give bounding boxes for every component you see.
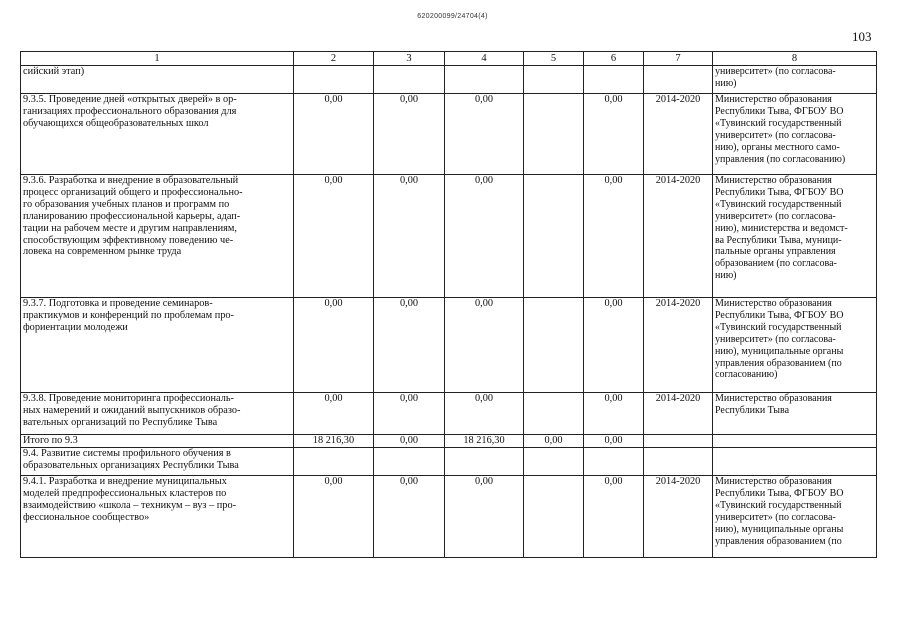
value-cell: 0,00 (374, 435, 445, 448)
value-cell (644, 448, 713, 476)
value-cell: 2014-2020 (644, 94, 713, 175)
column-number-6: 6 (584, 52, 644, 66)
value-cell (524, 393, 584, 435)
column-number-8: 8 (713, 52, 877, 66)
value-cell: 0,00 (374, 94, 445, 175)
value-cell (294, 66, 374, 94)
value-cell: 0,00 (294, 298, 374, 393)
executor-cell (713, 435, 877, 448)
value-cell: 18 216,30 (294, 435, 374, 448)
program-measures-table (20, 51, 877, 558)
value-cell (524, 448, 584, 476)
table-row (21, 476, 877, 558)
value-cell (524, 175, 584, 298)
table-row (21, 435, 877, 448)
executor-cell: Министерство образования Республики Тыва, ФГБОУ ВО «Тувинский государственный университет» (по согласова- нию), органы местного само- управления (по согласованию) (713, 94, 877, 175)
column-number-5: 5 (524, 52, 584, 66)
value-cell: 0,00 (294, 94, 374, 175)
measure-name-cell: 9.3.5. Проведение дней «открытых дверей» в ор- ганизациях профессионального образования для обучающихся общеобразовательных школ (21, 94, 294, 175)
executor-cell (713, 448, 877, 476)
value-cell (374, 66, 445, 94)
page-number: 103 (852, 29, 872, 44)
value-cell: 0,00 (374, 393, 445, 435)
value-cell: 0,00 (524, 435, 584, 448)
table-row (21, 175, 877, 298)
value-cell (445, 66, 524, 94)
value-cell: 0,00 (445, 476, 524, 558)
value-cell: 0,00 (584, 298, 644, 393)
column-number-4: 4 (445, 52, 524, 66)
table-row (21, 298, 877, 393)
value-cell (524, 298, 584, 393)
measure-name-cell: 9.4.1. Разработка и внедрение муниципальных моделей предпрофессиональных кластеров по взаимодействию «школа – техникум – вуз – про- фессиональное сообщество» (21, 476, 294, 558)
executor-cell: Министерство образования Республики Тыва, ФГБОУ ВО «Тувинский государственный университет» (по согласова- нию), муниципальные органы управления образованием (по согласованию) (713, 298, 877, 393)
value-cell: 0,00 (445, 393, 524, 435)
value-cell: 2014-2020 (644, 476, 713, 558)
measure-name-cell: 9.3.6. Разработка и внедрение в образовательный процесс организаций общего и профессионально- го образования учебных планов и программ по планированию профессиональной карьеры, адап- тации на рабочем месте и другим направлениям, способствующим эффективному поведению че- ловека на современном рынке труда (21, 175, 294, 298)
measure-name-cell: 9.4. Развитие системы профильного обучения в образовательных организациях Республики Тыва (21, 448, 294, 476)
table-row (21, 448, 877, 476)
value-cell: 0,00 (374, 175, 445, 298)
executor-cell: Министерство образования Республики Тыва, ФГБОУ ВО «Тувинский государственный университет» (по согласова- нию), министерства и ведомст- ва Республики Тыва, муници- пальные органы управления образованием (по согласова- нию) (713, 175, 877, 298)
value-cell: 0,00 (584, 435, 644, 448)
value-cell (644, 435, 713, 448)
value-cell (445, 448, 524, 476)
measure-name-cell: Итого по 9.3 (21, 435, 294, 448)
value-cell: 0,00 (584, 476, 644, 558)
value-cell: 0,00 (584, 393, 644, 435)
value-cell (524, 94, 584, 175)
value-cell: 0,00 (294, 476, 374, 558)
column-number-7: 7 (644, 52, 713, 66)
value-cell: 0,00 (445, 298, 524, 393)
value-cell: 2014-2020 (644, 298, 713, 393)
column-number-3: 3 (374, 52, 445, 66)
executor-cell: Министерство образования Республики Тыва (713, 393, 877, 435)
value-cell (524, 476, 584, 558)
value-cell: 0,00 (294, 393, 374, 435)
executor-cell: Министерство образования Республики Тыва, ФГБОУ ВО «Тувинский государственный университет» (по согласова- нию), муниципальные органы управления образованием (по (713, 476, 877, 558)
column-number-2: 2 (294, 52, 374, 66)
column-number-header-row (21, 52, 877, 66)
value-cell: 18 216,30 (445, 435, 524, 448)
measure-name-cell: 9.3.7. Подготовка и проведение семинаров- практикумов и конференций по проблемам про- фориентации молодежи (21, 298, 294, 393)
value-cell (294, 448, 374, 476)
value-cell: 0,00 (374, 298, 445, 393)
document-registration-number: 620200099/24704(4) (417, 13, 488, 20)
value-cell: 0,00 (445, 175, 524, 298)
value-cell (644, 66, 713, 94)
table-row (21, 94, 877, 175)
column-number-1: 1 (21, 52, 294, 66)
measure-name-cell: 9.3.8. Проведение мониторинга профессиональ- ных намерений и ожиданий выпускников образо- вательных организаций по Республике Тыва (21, 393, 294, 435)
value-cell (584, 66, 644, 94)
value-cell: 0,00 (445, 94, 524, 175)
value-cell: 0,00 (294, 175, 374, 298)
table-row (21, 66, 877, 94)
executor-cell: университет» (по согласова- нию) (713, 66, 877, 94)
value-cell (584, 448, 644, 476)
value-cell: 0,00 (584, 175, 644, 298)
value-cell (524, 66, 584, 94)
value-cell: 0,00 (374, 476, 445, 558)
value-cell (374, 448, 445, 476)
value-cell: 0,00 (584, 94, 644, 175)
value-cell: 2014-2020 (644, 393, 713, 435)
value-cell: 2014-2020 (644, 175, 713, 298)
measure-name-cell: сийский этап) (21, 66, 294, 94)
table-row (21, 393, 877, 435)
